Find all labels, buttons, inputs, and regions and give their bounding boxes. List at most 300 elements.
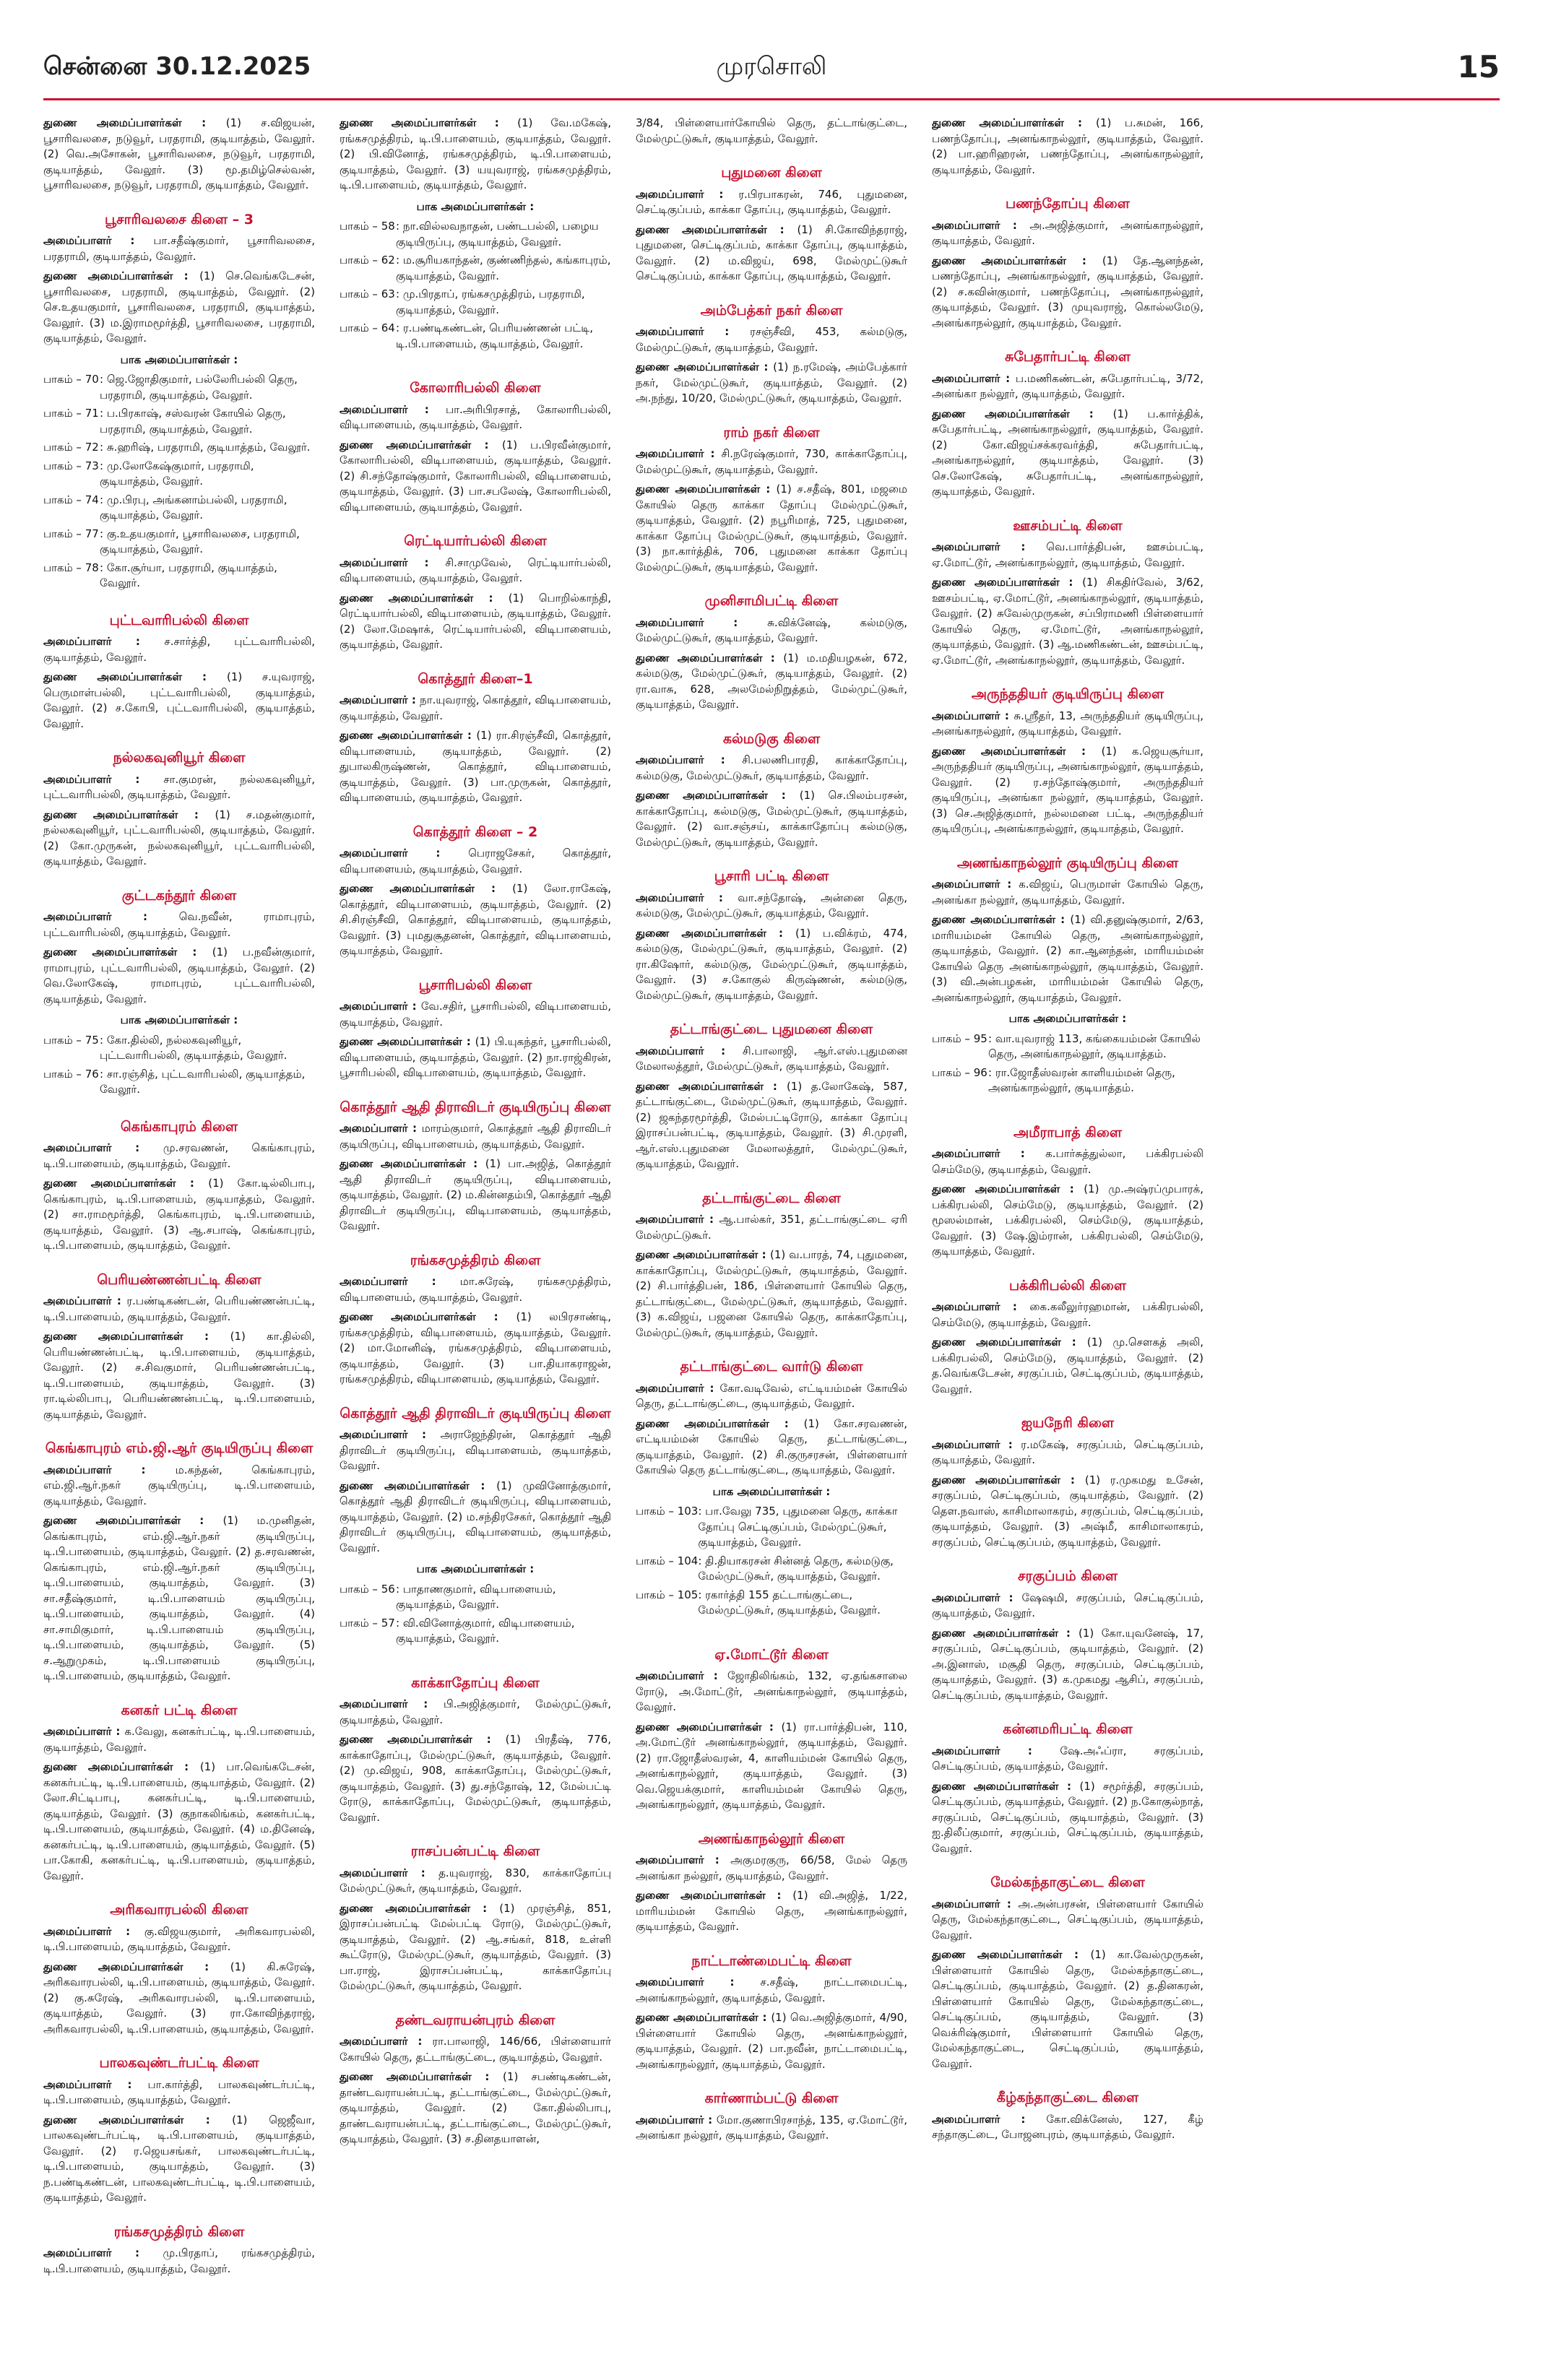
field-label: துணை அமைப்பாளர்கள் :: [932, 116, 1097, 129]
field-value: மு.பிரதாப், ரங்கசமுத்திரம், டி.பி.பாளையம், குடியாத்தம், வேலூர்.: [43, 2246, 315, 2275]
field-value: (1) செ.வெங்கடேசன், பூசாரிவலசை, பரதராமி, குடியாத்தம், வேலூர். (2) செ.உதயகுமார், பூசாரிவலசை, பரதராமி, குடியாத்தம், வேலூர். (3) ம.இராமமூர்த்தி, பூசாரிவலசை, பரதராமி, குடியாத்தம், வேலூர்.: [43, 269, 315, 345]
field-value: (1) லபிரசாண்டி, ரங்கசமுத்திரம், விடிபாளையம், குடியாத்தம், வேலூர். (2) மா.மோனிஷ், ரங்கசமுத்திரம், விடிபாளையம், குடியாத்தம், வேலூர். (3) பா.தியாகராஜன், ரங்கசமுத்திரம், விடிபாளையம், குடியாத்தம், வேலூர்.: [340, 1310, 611, 1385]
field-label: அமைப்பாளர் :: [340, 1000, 421, 1013]
branch-section: [636, 869, 907, 1003]
booth-number: பாகம் – 57: [340, 1616, 395, 1630]
organizer-entry: [340, 1121, 611, 1152]
field-label: துணை அமைப்பாளர்கள் :: [636, 1720, 782, 1734]
field-label: அமைப்பாளர் :: [636, 1044, 743, 1057]
field-value: ர.பண்டிகண்டன், பெரியண்ணன்பட்டி, டி.பி.பாளையம், குடியாத்தம், வேலூர்.: [43, 1294, 315, 1323]
booth-row: [43, 372, 315, 406]
branch-section: [636, 425, 907, 576]
organizer-entry: [636, 1381, 907, 1412]
field-label: அமைப்பாளர் :: [340, 693, 420, 706]
field-label: துணை அமைப்பாளர்கள் :: [932, 1182, 1084, 1195]
field-value: ச.சதீஷ், நாட்டாமைபட்டி, அனங்காநல்லூர், குடியாத்தம், வேலூர்.: [636, 1976, 907, 2004]
deputy-organizers-entry: [636, 2010, 907, 2072]
field-label: துணை அமைப்பாளர்கள் :: [43, 2113, 233, 2126]
deputy-organizers-entry: [636, 1247, 907, 1341]
booth-person: : ம.சூரியகாந்தன், குண்ணிந்தல், கங்காபுரம், குடியாத்தம், வேலூர்.: [396, 254, 611, 282]
branch-title: பூசாரிபல்லி கிளை: [418, 977, 532, 993]
field-label: அமைப்பாளர் :: [932, 2112, 1047, 2126]
branch-section: [636, 2091, 907, 2144]
field-label: அமைப்பாளர் :: [340, 555, 446, 569]
organizer-entry: [932, 1591, 1203, 1622]
field-label: துணை அமைப்பாளர்கள் :: [932, 913, 1071, 926]
field-label: துணை அமைப்பாளர்கள் :: [636, 1079, 787, 1093]
branch-section: [636, 1359, 907, 1622]
branch-title: மேல்கந்தாகுட்டை கிளை: [990, 1874, 1145, 1890]
organizer-entry: [932, 2112, 1203, 2143]
booth-row: [43, 527, 315, 561]
deputy-organizers-entry: [932, 1473, 1203, 1551]
deputy-organizers-entry: [43, 269, 315, 347]
field-value: (1) ம.மதியழகன், 672, கல்மடுகு, மேல்முட்டுகூர், குடியாத்தம், வேலூர். (2) ரா.வாசு, 628, அலமேல்நிறுத்தம், மேல்முட்டுகூர், குடியாத்தம், வேலூர்.: [636, 651, 907, 711]
organizer-entry: [636, 1853, 907, 1884]
organizer-entry: [932, 877, 1203, 908]
field-value: த.யுவராஜ், 830, காக்காதோப்பு மேல்முட்டுகூர், குடியாத்தம், வேலூர்.: [340, 1866, 611, 1895]
field-label: அமைப்பாளர் :: [43, 1294, 127, 1307]
booth-table: [636, 1504, 907, 1622]
branch-title: பக்கிரிபல்லி கிளை: [1008, 1277, 1127, 1294]
field-label: துணை அமைப்பாளர்கள் :: [340, 591, 509, 605]
field-value: (1) சி.கோவிந்தராஜ், புதுமனை, செட்டிகுப்பம், காக்கா தோப்பு, குடியாத்தம், வேலூர். (2) ம.விஜய், 698, மேல்முட்டுகூர் செட்டிகுப்பம், காக்கா தோப்பு, குடியாத்தம், வேலூர்.: [636, 222, 907, 282]
field-label: அமைப்பாளர் :: [932, 1897, 1019, 1911]
field-label: அமைப்பாளர் :: [636, 325, 751, 338]
field-value: பா.அரிபிரசாத், கோலாரிபல்லி, விடிபாளையம், குடியாத்தம், வேலூர்.: [340, 402, 611, 431]
booth-person: : மு.லோகேஷ்குமார், பரதராமி, குடியாத்தம், வேலூர்.: [100, 459, 254, 488]
field-value: வெ.நவீன், ராமாபுரம், புட்டவாரிபல்லி, குடியாத்தம், வேலூர்.: [43, 910, 315, 939]
booth-number: பாகம் – 95: [932, 1031, 987, 1045]
booth-row: [43, 493, 315, 527]
field-value: (1) ப.சுமன், 166, பணந்தோப்பு, அனங்காநல்லூர், குடியாத்தம், வேலூர். (2) பா.ஹரிஹரன், பணந்தோப்பு, அனங்காநல்லூர், குடியாத்தம், வேலூர்.: [932, 116, 1203, 176]
branch-title: அருந்ததியர் குடியிருப்பு கிளை: [971, 686, 1164, 702]
field-value: (1) மு.அஷ்ரப்முபாரக், பக்கிரபல்லி, செம்மேடு, குடியாத்தம், வேலூர். (2) மூஸல்மான், பக்கிரபல்லி, செம்மேடு, குடியாத்தம், வேலூர். (3) ஷே.இம்ரான், பக்கிரபல்லி, செம்மேடு, குடியாத்தம், வேலூர்.: [932, 1182, 1203, 1258]
deputy-organizers-entry: [636, 360, 907, 407]
deputy-organizers-entry: [932, 1335, 1203, 1397]
field-value: மாரம்குமார், கொத்தூர் ஆதி திராவிடர் குடியிருப்பு, விடிபாளையம், குடியாத்தம், வேலூர்.: [340, 1122, 611, 1151]
field-label: அமைப்பாளர் :: [636, 753, 743, 766]
booth-row: [340, 287, 611, 321]
deputy-organizers-entry: [636, 1888, 907, 1935]
organizer-entry: [43, 2246, 315, 2277]
field-label: அமைப்பாளர் :: [340, 1428, 441, 1441]
field-value: (1) ந.ரமேஷ், அம்பேத்கார் நகர், மேல்முட்டுகூர், குடியாத்தம், வேலூர். (2) அ.நந்து, 10/20, மேல்முட்டுகூர், குடியாத்தம், வேலூர்.: [636, 360, 907, 404]
field-label: அமைப்பாளர் :: [932, 1300, 1030, 1313]
booth-person: : சா.ரஞ்சித், புட்டவாரிபல்லி, குடியாத்தம், வேலூர்.: [100, 1067, 306, 1096]
organizer-entry: [932, 1299, 1203, 1330]
field-label: துணை அமைப்பாளர்கள் :: [43, 670, 228, 683]
deputy-organizers-entry: [636, 926, 907, 1004]
field-label: அமைப்பாளர் :: [43, 2077, 148, 2091]
booth-number: பாகம் – 103: [636, 1505, 699, 1518]
booth-person: : ஜெ.ஜோதிகுமார், பல்லேரிபல்லி தெரு, பரதராமி, குடியாத்தம், வேலூர்.: [100, 373, 298, 402]
organizer-entry: [636, 1044, 907, 1075]
organizer-entry: [932, 1744, 1203, 1775]
field-value: (1) கோ.டில்லிபாபு, கெங்காபுரம், டி.பி.பாளையம், குடியாத்தம், வேலூர். (2) சா.ராமமூர்த்தி, கெங்காபுரம், டி.பி.பாளையம், குடியாத்தம், வேலூர். (3) ஆ.சபாஷ், கெங்காபுரம், டி.பி.பாளையம், குடியாத்தம், வேலூர்.: [43, 1177, 315, 1252]
field-label: துணை அமைப்பாளர்கள் :: [43, 1330, 230, 1343]
booth-number: பாகம் – 64: [340, 321, 395, 334]
branch-section: [636, 732, 907, 851]
organizer-entry: [636, 615, 907, 646]
branch-title: கார்ணாம்பட்டு கிளை: [704, 2090, 839, 2106]
deputy-organizers-entry: [43, 2113, 315, 2206]
deputy-organizers-entry: [636, 1720, 907, 1813]
organizer-entry: [43, 1141, 315, 1172]
booth-table: [43, 372, 315, 594]
branch-section: [932, 1722, 1203, 1856]
field-label: அமைப்பாளர் :: [932, 1744, 1060, 1757]
booth-person: : ர.பண்டிகண்டன், பெரியண்ணன் பட்டி, டி.பி.பாளையம், குடியாத்தம், வேலூர்.: [396, 321, 594, 350]
deputy-organizers-entry: [340, 1732, 611, 1825]
field-label: துணை அமைப்பாளர்கள் :: [636, 2011, 772, 2024]
booth-person: : கோ.தில்லி, நல்லகவுனியூர், புட்டவாரிபல்லி, குடியாத்தம், வேலூர்.: [100, 1033, 288, 1062]
organizer-entry: [932, 709, 1203, 740]
field-value: சி.நரேஷ்குமார், 730, காக்காதோப்பு, மேல்முட்டுகூர், குடியாத்தம், வேலூர்.: [636, 447, 907, 476]
booth-person: : நா.வில்லவநாதன், பண்டபல்லி, பழைய குடியிருப்பு, குடியாத்தம், வேலூர்.: [396, 220, 599, 248]
field-value: கோ.விக்னேஸ், 127, கீழ் சந்தாகுட்டை, போஜனபுரம், குடியாத்தம், வேலூர்.: [932, 2112, 1203, 2141]
continued-section: [636, 116, 907, 147]
deputy-organizers-entry: [932, 116, 1203, 178]
booth-number: பாகம் – 71: [43, 407, 99, 420]
edition-date: சென்னை 30.12.2025: [43, 52, 311, 81]
field-label: அமைப்பாளர் :: [43, 635, 165, 648]
branch-title: கொத்தூர் கிளை–1: [418, 670, 533, 687]
branch-section: [932, 856, 1203, 1099]
booth-row: [340, 253, 611, 287]
branch-section: [43, 1273, 315, 1423]
organizer-entry: [636, 2113, 907, 2144]
organizer-entry: [340, 999, 611, 1030]
field-label: அமைப்பாளர் :: [43, 1725, 125, 1738]
field-value: (1) ச.சதீஷ், 801, மஜமை கோயில் தெரு காக்கா தோப்பு மேல்முட்டுகூர், குடியாத்தம், வேலூர். (2) நபூரிமாத், 725, புதுமனை, காக்கா தோப்பு மேல்முட்டுகூர், குடியாத்தம், வேலூர். (3) நா.கார்த்திக், 706, புதுமனை காக்கா தோப்பு மேல்முட்டுகூர், குடியாத்தம், வேலூர்.: [636, 483, 907, 574]
branch-title: பெரியண்ணன்பட்டி கிளை: [97, 1271, 262, 1288]
branch-title: அரிகவாரபல்லி கிளை: [110, 1902, 248, 1918]
field-value: மோ.குணாபிரசாந்த், 135, ஏ.மோட்டூர், அனங்கா நல்லூர், குடியாத்தம், வேலூர்.: [636, 2113, 907, 2142]
field-label: துணை அமைப்பாளர்கள் :: [340, 882, 513, 895]
deputy-organizers-entry: [43, 1329, 315, 1422]
booth-number: பாகம் – 70: [43, 373, 99, 386]
field-label: அமைப்பாளர் :: [636, 615, 768, 629]
field-label: அமைப்பாளர் :: [932, 1147, 1046, 1160]
deputy-organizers-entry: [932, 1947, 1203, 2072]
deputy-organizers-entry: [340, 1156, 611, 1234]
field-label: துணை அமைப்பாளர்கள் :: [43, 116, 226, 129]
branch-title: கல்மடுகு கிளை: [722, 730, 821, 747]
field-value: (1) மு.செளகத் அலி, பக்கிரபல்லி, செம்மேடு, குடியாத்தம், வேலூர். (2) த.வெங்கடேசன், சரகுப்பம், செட்டிகுப்பம், குடியாத்தம், வேலூர்.: [932, 1336, 1203, 1395]
booth-person: : வா.யுவராஜ் 113, கங்கையம்மன் கோயில் தெரு, அனங்காநல்லூர், குடியாத்தம்.: [988, 1031, 1201, 1060]
branch-title: புட்டவாரிபல்லி கிளை: [109, 612, 249, 628]
deputy-organizers-entry: [932, 912, 1203, 1005]
branch-section: [43, 1703, 315, 1884]
field-label: அமைப்பாளர் :: [932, 1437, 1021, 1451]
branch-title: கெங்காபுரம் எம்.ஜி.ஆர் குடியிருப்பு கிளை: [45, 1440, 314, 1456]
organizer-entry: [636, 753, 907, 784]
field-value: (1) ரா.சிரஞ்சீவி, கொத்தூர், விடிபாளையம், குடியாத்தம், வேலூர். (2) துபாலகிருஷ்ணன், கொத்தூர், விடிபாளையம், குடியாத்தம், வேலூர். (3) பா.முருகன், கொத்தூர், விடிபாளையம், குடியாத்தம், வேலூர்.: [340, 729, 611, 804]
column-4: [932, 116, 1203, 2362]
field-label: அமைப்பாளர் :: [636, 447, 722, 460]
field-label: துணை அமைப்பாளர்கள் :: [340, 1157, 485, 1170]
field-value: ச.சார்த்தி, புட்டவாரிபல்லி, குடியாத்தம், வேலூர்.: [43, 635, 315, 664]
field-label: அமைப்பாளர் :: [43, 234, 154, 247]
booth-row: [932, 1031, 1203, 1065]
field-label: துணை அமைப்பாளர்கள் :: [636, 222, 798, 236]
field-label: துணை அமைப்பாளர்கள் :: [340, 438, 502, 451]
branch-title: கோலாரிபல்லி கிளை: [410, 380, 541, 396]
branch-title: கெங்காபுரம் கிளை: [120, 1118, 238, 1135]
field-label: துணை அமைப்பாளர்கள் :: [636, 1889, 793, 1902]
booth-number: பாகம் – 56: [340, 1582, 395, 1596]
field-label: துணை அமைப்பாளர்கள் :: [340, 1733, 506, 1746]
field-value: (1) கோ.சரவணன், எட்டியம்மன் கோயில் தெரு, தட்டாங்குட்டை, குடியாத்தம், வேலூர். (2) சி.குருசரசன், பிள்ளையார் கோயில் தெரு தட்டாங்குட்டை, குடியாத்தம், வேலூர்.: [636, 1416, 907, 1476]
deputy-organizers-entry: [43, 1960, 315, 2038]
branch-title: புதுமனை கிளை: [721, 165, 822, 181]
branch-section: [932, 1416, 1203, 1550]
branch-title: ஐயநேரி கிளை: [1021, 1415, 1115, 1431]
deputy-organizers-entry: [636, 788, 907, 850]
field-label: துணை அமைப்பாளர்கள் :: [636, 483, 777, 496]
branch-title: கொத்தூர் ஆதி திராவிடர் குடியிருப்பு கிளை: [340, 1099, 611, 1115]
field-label: துணை அமைப்பாளர்கள் :: [636, 360, 774, 373]
field-value: (1) வி.தனுஷ்குமார், 2/63, மாரியம்மன் கோயில் தெரு, அனங்காநல்லூர், குடியாத்தம், வேலூர். (2) கா.ஆனந்தன், மாரியம்மன் கோயில் தெரு அனங்காநல்லூர், குடியாத்தம், வேலூர். (3) வி.அன்பழகன், மாரியம்மன் கோயில் தெரு, அனங்காநல்லூர், குடியாத்தம், வேலூர்.: [932, 913, 1203, 1004]
field-value: க.விஜய், பெருமாள் கோயில் தெரு, அனங்கா நல்லூர், குடியாத்தம், வேலூர்.: [932, 878, 1203, 906]
field-value: (1) பா.அஜித், கொத்தூர் ஆதி திராவிடர் குடியிருப்பு, விடிபாளையம், குடியாத்தம், வேலூர். (2) ம.கின்னதம்பி, கொத்தூர் ஆதி திராவிடர் குடியிருப்பு, விடிபாளையம், குடியாத்தம், வேலூர்.: [340, 1157, 611, 1232]
organizer-entry: [636, 1669, 907, 1715]
column-1: [43, 116, 315, 2362]
branch-section: [43, 212, 315, 594]
branch-section: [340, 2013, 611, 2147]
field-value: (1) ப.விக்ரம், 474, கல்மடுகு, மேல்முட்டுகூர், குடியாத்தம், வேலூர். (2) ரா.கிஷோர், கல்மடுகு, மேல்முட்டுகூர், குடியாத்தம், வேலூர். (3) ச.கோகுல் கிருஷ்ணன், கல்மடுகு, மேல்முட்டுகூர், குடியாத்தம், வேலூர்.: [636, 926, 907, 1002]
field-label: துணை அமைப்பாளர்கள் :: [636, 789, 800, 802]
field-value: (1) பி.யுகந்தர், பூசாரிபல்லி, விடிபாளையம், குடியாத்தம், வேலூர். (2) நா.ராஜ்கிரன், பூசாரிபல்லி, விடிபாளையம், குடியாத்தம், வேலூர்.: [340, 1035, 611, 1079]
booth-table: [932, 1031, 1203, 1099]
deputy-organizers-entry: [43, 808, 315, 870]
deputy-organizers-entry: [932, 744, 1203, 837]
branch-title: கொத்தூர் ஆதி திராவிடர் குடியிருப்பு கிளை: [340, 1405, 611, 1421]
field-value: ப.மணிகண்டன், சுபேதார்பட்டி, 3/72, அனங்கா நல்லூர், குடியாத்தம், வேலூர்.: [932, 371, 1203, 400]
organizer-entry: [340, 1697, 611, 1728]
field-value: (1) ர.முகமது உசேன், சரகுப்பம், செட்டிகுப்பம், குடியாத்தம், வேலூர். (2) தௌ.நவாஸ், காசிமாலாகரம், சரகுப்பம், செட்டிகுப்பம், குடியாத்தம், வேலூர். (3) அஷ்மீ, காசிமாலாகரம், சரகுப்பம், செட்டிகுப்பம், குடியாத்தம், வேலூர்.: [932, 1473, 1203, 1549]
field-value: (1) ம.முனிதன், கெங்காபுரம், எம்.ஜி.ஆர்.நகர் குடியிருப்பு, டி.பி.பாளையம், குடியாத்தம், வேலூர். (2) த.சரவணன், கெங்காபுரம், எம்.ஜி.ஆர்.நகர் குடியிருப்பு, டி.பி.பாளையம், குடியாத்தம், வேலூர். (3) சா.சதீஷ்குமார், டி.பி.பாளையம் குடியிருப்பு, டி.பி.பாளையம், குடியாத்தம், வேலூர். (4) சா.சாமிகுமார், டி.பி.பாளையம் குடியிருப்பு, டி.பி.பாளையம், குடியாத்தம், வேலூர். (5) ச.ஆறுமுகம், டி.பி.பாளையம் குடியிருப்பு, டி.பி.பாளையம், குடியாத்தம், வேலூர்.: [43, 1514, 315, 1682]
field-value: ஆ.பால்கர், 351, தட்டாங்குட்டை ஏரி மேல்முட்டுகூர்.: [636, 1213, 907, 1242]
masthead: [43, 49, 1500, 85]
field-value: பா.சதீஷ்குமார், பூசாரிவலசை, பரதராமி, குடியாத்தம், வேலூர்.: [43, 234, 315, 263]
booth-number: பாகம் – 104: [636, 1554, 699, 1567]
field-value: (1) வ.பாரத், 74, புதுமனை, காக்காதோப்பு, மேல்முட்டுகூர், குடியாத்தம், வேலூர். (2) சி.பார்த்திபன், 186, பிள்ளையார் கோயில் தெரு, தட்டாங்குட்டை, மேல்முட்டுகூர், குடியாத்தம், வேலூர். (3) க.விஜய், பஜனை கோயில் தெரு, காக்காதோப்பு, மேல்முட்டுகூர், குடியாத்தம், வேலூர்.: [636, 1248, 907, 1339]
field-label: துணை அமைப்பாளர்கள் :: [932, 744, 1102, 758]
field-label: துணை அமைப்பாளர்கள் :: [636, 1416, 804, 1430]
booth-table: [340, 1582, 611, 1650]
field-label: அமைப்பாளர் :: [932, 709, 1014, 722]
field-value: ஷேஷமி, சரகுப்பம், செட்டிகுப்பம், குடியாத்தம், வேலூர்.: [932, 1591, 1203, 1619]
organizer-entry: [636, 187, 907, 218]
field-label: துணை அமைப்பாளர்கள் :: [636, 926, 795, 940]
branch-section: [43, 750, 315, 870]
booth-person: : ரகார்த்தி 155 தட்டாங்குட்டை, மேல்முட்டுகூர், குடியாத்தம், வேலூர்.: [698, 1588, 881, 1617]
booth-row: [636, 1554, 907, 1588]
field-value: (1) கோ.யுவனேஷ், 17, சரகுப்பம், செட்டிகுப்பம், குடியாத்தம், வேலூர். (2) அ.இனாஸ், மசூதி தெரு, சரகுப்பம், செட்டிகுப்பம், குடியாத்தம், வேலூர். (3) க.முகமது ஆசிப், சரகுப்பம், செட்டிகுப்பம், குடியாத்தம், வேலூர்.: [932, 1626, 1203, 1702]
field-label: துணை அமைப்பாளர்கள் :: [932, 1948, 1091, 1961]
deputy-organizers-entry: [43, 1760, 315, 1884]
field-value: ர.மகேஷ், சரகுப்பம், செட்டிகுப்பம், குடியாத்தம், வேலூர்.: [932, 1437, 1203, 1466]
field-value: ம.கந்தன், கெங்காபுரம், எம்.ஜி.ஆர்.நகர் குடியிருப்பு, டி.பி.பாளையம், குடியாத்தம், வேலூர்.: [43, 1463, 315, 1507]
branch-section: [636, 1832, 907, 1935]
branch-title: கொத்தூர் கிளை – 2: [412, 823, 538, 840]
field-value: (1) கா.வேல்முருகன், பிள்ளையார் கோயில் தெரு, மேல்கந்தாகுட்டை, செட்டிகுப்பம், குடியாத்தம், வேலூர். (2) த.தினகரன், பிள்ளையார் கோயில் தெரு, மேல்கந்தாகுட்டை, செட்டிகுப்பம், குடியாத்தம், வேலூர். (3) வெக்ரிஷ்குமார், பிள்ளையார் கோயில் தெரு, மேல்கந்தாகுட்டை, செட்டிகுப்பம், குடியாத்தம், வேலூர்.: [932, 1948, 1203, 2070]
continued-section: [340, 116, 611, 355]
field-label: துணை அமைப்பாளர்கள் :: [932, 254, 1102, 267]
field-value: சி.சாமுவேல், ரெட்டியார்பல்லி, விடிபாளையம், குடியாத்தம், வேலூர்.: [340, 555, 611, 584]
booth-row: [636, 1504, 907, 1554]
branch-title: தட்டாங்குட்டை வார்டு கிளை: [680, 1359, 863, 1375]
field-value: சி.பலணிபாரதி, காக்காதோப்பு, கல்மடுகு, மேல்முட்டுகூர், குடியாத்தம், வேலூர்.: [636, 753, 907, 782]
booth-row: [340, 1616, 611, 1650]
field-label: அமைப்பாளர் :: [636, 1381, 720, 1395]
field-value: சி.பாலாஜி, ஆர்.எஸ்.புதுமனை மேலாலத்தூர், மேல்முட்டுகூர், குடியாத்தம், வேலூர்.: [636, 1044, 907, 1073]
deputy-organizers-entry: [43, 1176, 315, 1254]
branch-title: கனகர் பட்டி கிளை: [121, 1702, 238, 1718]
booth-number: பாகம் – 73: [43, 459, 99, 472]
organizer-entry: [932, 540, 1203, 571]
branch-section: [340, 1676, 611, 1826]
field-label: அமைப்பாளர் :: [340, 2035, 433, 2048]
deputy-organizers-entry: [43, 945, 315, 1007]
branch-title: அமீராபாத் கிளை: [1013, 1124, 1122, 1141]
organizer-entry: [636, 891, 907, 922]
branch-section: [932, 2090, 1203, 2143]
field-value: ரா.பாலாஜி, 146/66, பிள்ளையார் கோயில் தெரு, தட்டாங்குட்டை, குடியாத்தம், வேலூர்.: [340, 2035, 611, 2064]
field-label: துணை அமைப்பாளர்கள் :: [43, 1760, 200, 1773]
field-label: துணை அமைப்பாளர்கள் :: [932, 407, 1113, 420]
branch-section: [340, 1253, 611, 1388]
field-label: அமைப்பாளர் :: [43, 1463, 176, 1476]
field-value: (1) ப.பிரவீன்குமார், கோலாரிபல்லி, விடிபாளையம், குடியாத்தம், வேலூர். (2) சி.சந்தோஷ்குமார், கோலாரிபல்லி, விடிபாளையம், குடியாத்தம், வேலூர். (3) பா.சபலேஷ், கோலாரிபல்லி, விடிபாளையம், குடியாத்தம், வேலூர்.: [340, 438, 611, 514]
field-value: (1) முரஞ்சித், 851, இராசப்பன்பட்டி மேல்பட்டி ரோடு, மேல்முட்டுகூர், குடியாத்தம், வேலூர். (2) ஆ.சங்கர், 818, உள்ளி கூட்ரோடு, மேல்முட்டுகூர், குடியாத்தம், வேலூர். (3) பா.ராஜ், இராசப்பன்பட்டி, காக்காதோப்பு மேல்முட்டுகூர், குடியாத்தம், வேலூர்.: [340, 1901, 611, 1992]
field-label: அமைப்பாளர் :: [43, 1924, 144, 1938]
page-number: 15: [1457, 49, 1500, 85]
field-label: துணை அமைப்பாளர்கள் :: [340, 1310, 517, 1323]
booth-number: பாகம் – 75: [43, 1033, 99, 1047]
branch-title: பணந்தோப்பு கிளை: [1006, 196, 1130, 212]
organizer-entry: [43, 2077, 315, 2108]
booth-organizers-heading: பாக அமைப்பாளர்கள் :: [416, 199, 535, 213]
deputy-organizers-entry: [636, 1079, 907, 1172]
field-label: துணை அமைப்பாளர்கள் :: [340, 2070, 503, 2083]
branch-section: [340, 672, 611, 806]
field-value: ர.பிரபாகரன், 746, புதுமனை, செட்டிகுப்பம், காக்கா தோப்பு, குடியாத்தம், வேலூர்.: [636, 187, 907, 216]
booth-number: பாகம் – 96: [932, 1065, 987, 1079]
booth-organizers-heading: பாக அமைப்பாளர்கள் :: [416, 1562, 535, 1575]
branch-title: தட்டாங்குட்டை கிளை: [702, 1190, 841, 1206]
branch-title: ரங்கசமுத்திரம் கிளை: [113, 2223, 245, 2240]
organizer-entry: [340, 846, 611, 877]
branch-section: [932, 1875, 1203, 2072]
field-value: நா.யுவராஜ், கொத்தூர், விடிபாளையம், குடியாத்தம், வேலூர்.: [340, 693, 611, 722]
branch-section: [636, 1191, 907, 1341]
branch-section: [43, 1903, 315, 2037]
organizer-entry: [340, 693, 611, 724]
booth-person: : பாதாணகுமார், விடிபாளையம், குடியாத்தம், வேலூர்.: [396, 1582, 556, 1611]
field-value: (1) த.லோகேஷ், 587, தட்டாங்குட்டை, மேல்முட்டுகூர், குடியாத்தம், வேலூர். (2) ஜகந்தரமூர்த்தி, மேல்பட்டிரோடு, காக்கா தோப்பு இராசப்பன்பட்டி, குடியாத்தம், வேலூர். (3) சி.முரளி, ஆர்.எஸ்.புதுமனை மேலாலத்தூர், மேல்முட்டுகூர், குடியாத்தம், வேலூர்.: [636, 1079, 907, 1170]
branch-section: [43, 888, 315, 1101]
deputy-organizers-entry: [43, 1513, 315, 1684]
branch-section: [43, 1441, 315, 1684]
organizer-entry: [340, 1427, 611, 1474]
field-value: ஜோதிலிங்கம், 132, ஏ.தங்கசாலை ரோடு, அ.மோட்டூர், அனங்காநல்லூர், குடியாத்தம், வேலூர்.: [636, 1669, 907, 1713]
branch-title: ராசப்பன்பட்டி கிளை: [410, 1843, 540, 1859]
branch-section: [340, 1844, 611, 1994]
field-value: (1) ச.யுவராஜ், பெருமாள்பல்லி, புட்டவாரிபல்லி, குடியாத்தம், வேலூர். (2) ச.கோபி, புட்டவாரிபல்லி, குடியாத்தம், வேலூர்.: [43, 670, 315, 730]
organizer-entry: [932, 218, 1203, 249]
field-label: அமைப்பாளர் :: [43, 1141, 163, 1154]
field-label: அமைப்பாளர் :: [636, 1669, 728, 1682]
field-label: அமைப்பாளர் :: [340, 1275, 460, 1288]
organizer-entry: [932, 1897, 1203, 1944]
branch-title: காக்காதோப்பு கிளை: [411, 1674, 540, 1691]
field-label: அமைப்பாளர் :: [636, 187, 739, 201]
branch-section: [932, 196, 1203, 331]
booth-number: பாகம் – 76: [43, 1067, 99, 1081]
organizer-entry: [340, 555, 611, 587]
field-value: பா.கார்த்தி, பாலகவுண்டர்பட்டி, டி.பி.பாளையம், குடியாத்தம், வேலூர்.: [43, 2077, 315, 2106]
branch-title: அணங்காநல்லூர் கிளை: [698, 1830, 845, 1847]
branch-title: தட்டாங்குட்டை புதுமனை கிளை: [670, 1021, 873, 1037]
organizer-entry: [340, 402, 611, 433]
field-label: துணை அமைப்பாளர்கள் :: [43, 945, 212, 959]
booth-number: பாகம் – 62: [340, 254, 395, 267]
booth-person: : மு.பிரபு, அங்கனாம்பல்லி, பரதராமி, குடியாத்தம், வேலூர்.: [100, 493, 288, 522]
field-label: துணை அமைப்பாளர்கள் :: [340, 1035, 475, 1048]
field-value: சு.விக்னேஷ், கல்மடுகு, மேல்முட்டுகூர், குடியாத்தம், வேலூர்.: [636, 615, 907, 644]
field-value: (1) கா.தில்லி, பெரியண்ணன்பட்டி, டி.பி.பாளையம், குடியாத்தம், வேலூர். (2) ச.சிவகுமார், பெரியண்ணன்பட்டி, டி.பி.பாளையம், குடியாத்தம், வேலூர். (3) ரா.டில்லிபாபு, பெரியண்ணன்பட்டி, டி.பி.பாளையம், குடியாத்தம், வேலூர்.: [43, 1330, 315, 1421]
booth-table: [340, 219, 611, 355]
field-value: (1) முவினோத்குமார், கொத்தூர் ஆதி திராவிடர் குடியிருப்பு, விடிபாளையம், குடியாத்தம், வேலூர். (2) ம.சந்திரசேகர், கொத்தூர் ஆதி திராவிடர் குடியிருப்பு, விடிபாளையம், குடியாத்தம், வேலூர்.: [340, 1479, 611, 1554]
field-value: க.வேலு, கனகர்பட்டி, டி.பி.பாளையம், குடியாத்தம், வேலூர்.: [43, 1725, 315, 1754]
booth-number: பாகம் – 77: [43, 527, 99, 540]
booth-row: [43, 1033, 315, 1067]
field-label: அமைப்பாளர் :: [636, 1213, 719, 1226]
field-label: துணை அமைப்பாளர்கள் :: [932, 1473, 1085, 1487]
organizer-entry: [43, 233, 315, 264]
deputy-organizers-entry: [43, 116, 315, 194]
deputy-organizers-entry: [340, 2069, 611, 2147]
booth-row: [43, 459, 315, 493]
booth-number: பாகம் – 74: [43, 493, 99, 506]
organizer-entry: [340, 1274, 611, 1305]
continued-section: [43, 116, 315, 194]
branch-section: [43, 2056, 315, 2206]
field-value: அ.அஜித்குமார், அனங்காநல்லூர், குடியாத்தம், வேலூர்.: [932, 218, 1203, 247]
field-value: கை.கலீலுர்ரஹமான், பக்கிரபல்லி, செம்மேடு, குடியாத்தம், வேலூர்.: [932, 1300, 1203, 1329]
booth-number: பாகம் – 105: [636, 1588, 699, 1601]
booth-number: பாகம் – 63: [340, 287, 395, 300]
field-value: (1) சிகதிர்வேல், 3/62, ஊசம்பட்டி, ஏ.மோட்டூர், அனங்காநல்லூர், குடியாத்தம், வேலூர். (2) சுவேல்முருகன், சப்பிராமணி பிள்ளையார் கோயில் தெரு, ஏ.மோட்டூர், அனங்காநல்லூர், குடியாத்தம், வேலூர். (3) ஆ.மணிகண்டன், ஊசம்பட்டி, ஏ.மோட்டூர், அனங்காநல்லூர், குடியாத்தம், வேலூர்.: [932, 576, 1203, 667]
field-value: (1) ரா.பார்த்திபன், 110, அ.மோட்டூர் அனங்காநல்லூர், குடியாத்தம், வேலூர். (2) ரா.ஜோதீஸ்வரன், 4, காளியம்மன் கோயில் தெரு, அனங்காநல்லூர், குடியாத்தம், வேலூர். (3) வெ.ஜெயக்குமார், காளியம்மன் கோயில் தெரு, அனங்காநல்லூர், குடியாத்தம், வேலூர்.: [636, 1720, 907, 1811]
deputy-organizers-entry: [340, 438, 611, 516]
column-2: [340, 116, 611, 2362]
branch-section: [340, 978, 611, 1081]
field-label: துணை அமைப்பாளர்கள் :: [932, 1626, 1079, 1640]
branch-title: ஏ.மோட்டூர் கிளை: [714, 1646, 829, 1663]
field-value: அராஜேந்திரன், கொத்தூர் ஆதி திராவிடர் குடியிருப்பு, விடிபாளையம், குடியாத்தம், வேலூர்.: [340, 1428, 611, 1472]
field-value: (1) தே.ஆனந்தன், பணந்தோப்பு, அனங்காநல்லூர், குடியாத்தம், வேலூர். (2) ச.கவின்குமார், பணந்தோப்பு, அனங்காநல்லூர், குடியாத்தம், வேலூர். (3) முயுவராஜ், கொல்லமேடு, அனங்காநல்லூர், குடியாத்தம், வேலூர்.: [932, 254, 1203, 329]
deputy-organizers-entry: [340, 881, 611, 959]
deputy-organizers-entry: [636, 222, 907, 285]
booth-row: [43, 561, 315, 594]
field-value: அகுமரகுரு, 66/58, மேல் தெரு அனங்கா நல்லூர், குடியாத்தம், வேலூர்.: [636, 1853, 907, 1882]
branch-title: ஊசம்பட்டி கிளை: [1013, 517, 1123, 534]
field-label: அமைப்பாளர் :: [932, 218, 1030, 232]
